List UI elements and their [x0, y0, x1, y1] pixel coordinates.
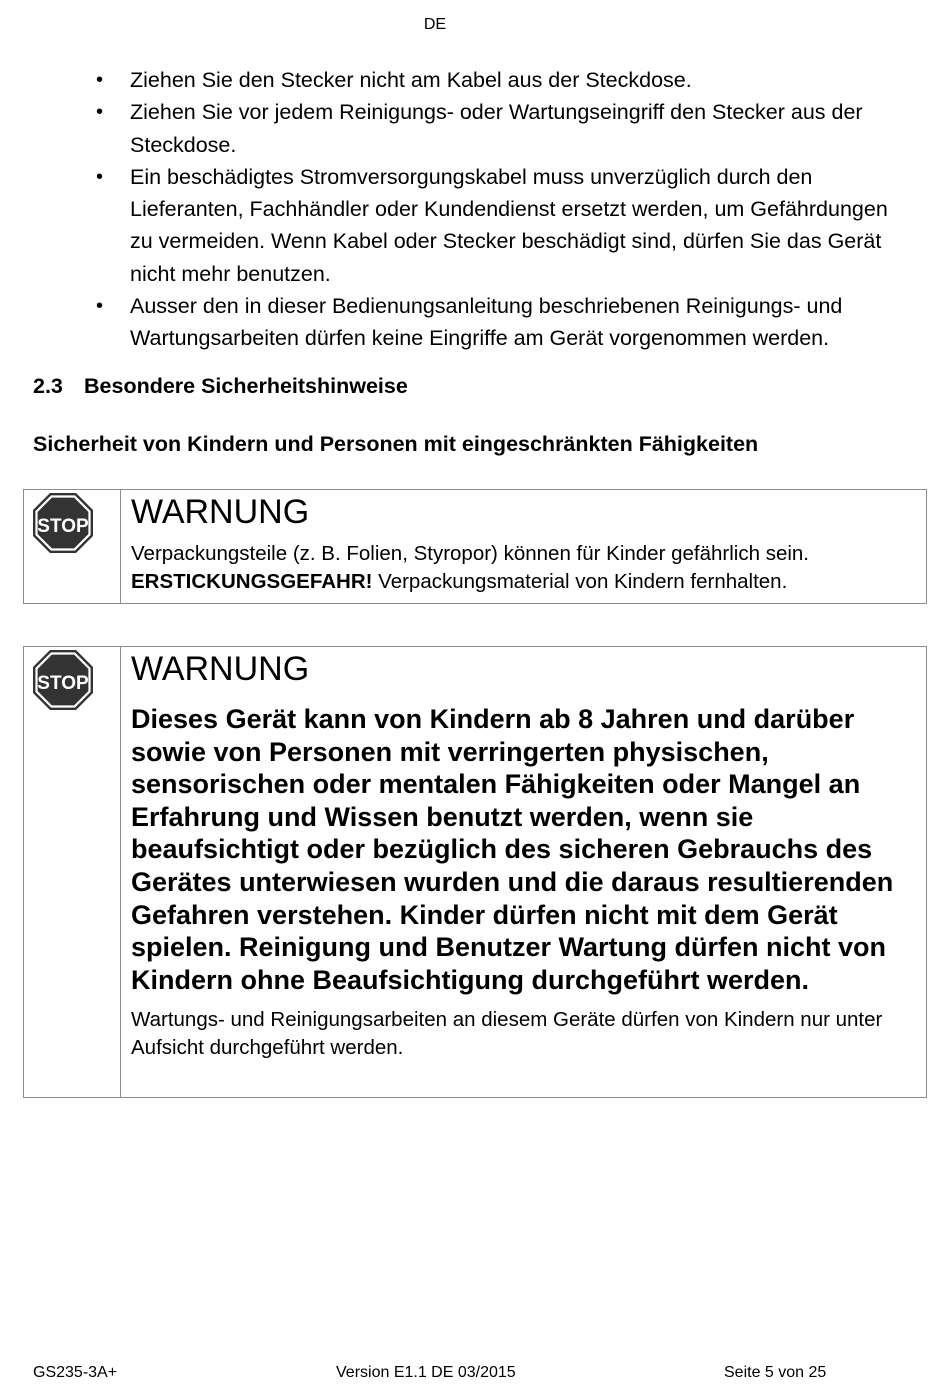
section-title: Besondere Sicherheitshinweise	[84, 374, 408, 398]
list-item: • Ziehen Sie vor jedem Reinigungs- oder Wartungseingriff den Stecker aus der Steckdose.	[95, 96, 915, 161]
section-heading	[33, 374, 408, 399]
footer-page-number: Seite 5 von 25	[724, 1364, 827, 1381]
warning-line	[131, 568, 918, 596]
section-number: 2.3	[33, 374, 63, 398]
warning-line: Verpackungsteile (z. B. Folien, Styropor) können für Kinder gefährlich sein.	[131, 542, 809, 565]
warning-line-rest: Verpackungsmaterial von Kindern fernhalten.	[372, 569, 788, 593]
stop-sign-text: STOP	[37, 673, 89, 694]
warning-content	[121, 647, 926, 1097]
warning-title: WARNUNG	[131, 493, 310, 531]
warning-body	[131, 540, 918, 595]
warning-icon-cell	[24, 490, 121, 603]
list-item: • Ziehen Sie den Stecker nicht am Kabel aus der Steckdose.	[95, 64, 915, 96]
warning-content	[121, 490, 926, 603]
warning-icon-cell	[24, 647, 121, 1097]
footer-version: Version E1.1 DE 03/2015	[336, 1364, 516, 1381]
safety-bullet-list	[95, 64, 915, 355]
warning-bold-text: Dieses Gerät kann von Kindern ab 8 Jahren und darüber sowie von Personen mit verringerten physischen, sensorischen oder mentalen Fähigkeiten oder Mangel an Erfahrung und Wissen benutzt werden, wenn sie beaufsichtigt oder bezüglich des sicheren Gebrauchs des Gerätes unterwiesen wurden und die daraus resultierenden Gefahren verstehen. Kinder dürfen nicht mit dem Gerät spielen. Reinigung und Benutzer Wartung dürfen nicht von Kindern ohne Beaufsichtigung durchgeführt werden.	[131, 704, 894, 995]
stop-sign-text: STOP	[37, 516, 89, 537]
footer-model: GS235-3A+	[33, 1364, 118, 1381]
warning-title: WARNUNG	[131, 650, 310, 688]
warning-box-packaging	[23, 489, 927, 604]
subheading: Sicherheit von Kindern und Personen mit eingeschränkten Fähigkeiten	[33, 432, 759, 456]
list-item: • Ausser den in dieser Bedienungsanleitung beschriebenen Reinigungs- und Wartungsarbeiten dürfen keine Eingriffe am Gerät vorgenommen werden.	[95, 290, 915, 355]
page-language-label: DE	[423, 16, 447, 33]
stop-sign-icon	[31, 491, 95, 555]
warning-box-children	[23, 646, 927, 1098]
stop-sign-icon	[31, 648, 95, 712]
warning-emphasis: ERSTICKUNGSGEFAHR!	[131, 569, 373, 593]
list-item: • Ein beschädigtes Stromversorgungskabel muss unverzüglich durch den Lieferanten, Fachhändler oder Kundendienst ersetzt werden, um Gefährdungen zu vermeiden. Wenn Kabel oder Stecker beschädigt sind, dürfen Sie das Gerät nicht mehr benutzen.	[95, 161, 915, 290]
warning-normal-text: Wartungs- und Reinigungsarbeiten an diesem Geräte dürfen von Kindern nur unter Aufsicht durchgeführt werden.	[131, 1008, 883, 1059]
